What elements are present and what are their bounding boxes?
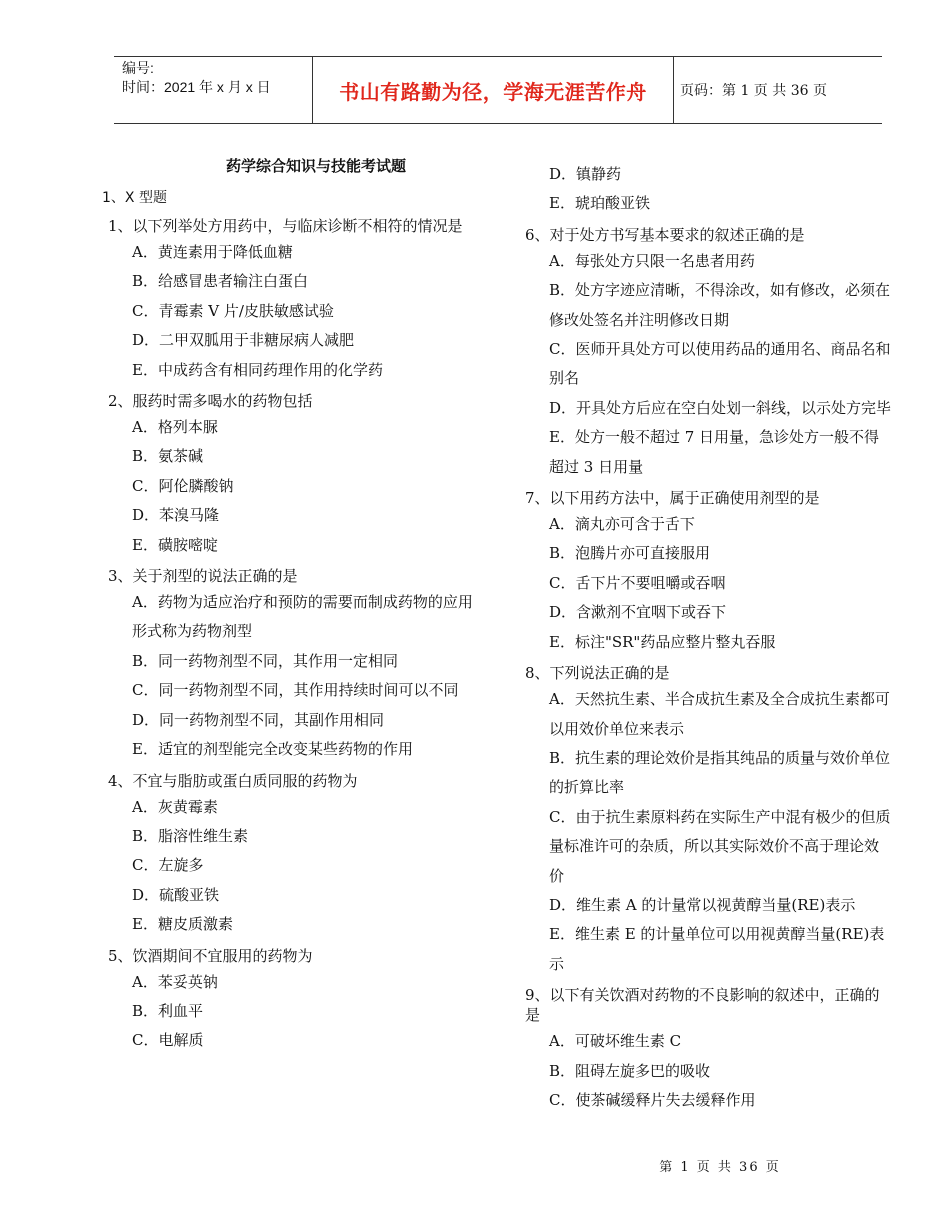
question: 7、以下用药方法中，属于正确使用剂型的是: [525, 489, 820, 508]
answer-option: A．灰黄霉素: [132, 797, 218, 816]
answer-option: D．二甲双胍用于非糖尿病人减肥: [132, 331, 355, 350]
answer-option: C．舌下片不要咀嚼或吞咽: [549, 573, 726, 592]
question: 4、不宜与脂肪或蛋白质同服的药物为: [108, 771, 358, 790]
header-motto: 书山有路勤为径，学海无涯苦作舟: [339, 79, 647, 104]
answer-option: E．标注"SR"药品应整片整丸吞服: [549, 632, 776, 651]
answer-option: B．同一药物剂型不同，其作用一定相同: [132, 651, 399, 670]
answer-option: A．天然抗生素、半合成抗生素及全合成抗生素都可以用效价单位来表示: [549, 690, 890, 738]
page-header: [114, 56, 882, 124]
answer-option: A．可破坏维生素 C: [549, 1032, 682, 1051]
answer-option: C．电解质: [132, 1031, 204, 1050]
answer-option: E．糖皮质激素: [132, 915, 233, 934]
question: 2、服药时需多喝水的药物包括: [108, 392, 313, 411]
answer-option: E．琥珀酸亚铁: [549, 194, 650, 213]
answer-option: E．维生素 E 的计量单位可以用视黄醇当量(RE)表示: [549, 925, 885, 973]
answer-option: B．泡腾片亦可直接服用: [549, 544, 711, 563]
answer-option: B．抗生素的理论效价是指其纯品的质量与效价单位的折算比率: [549, 748, 891, 797]
answer-option: C．由于抗生素原料药在实际生产中混有极少的但质量标准许可的杂质，所以其实际效价不高于理论效价: [549, 807, 891, 885]
answer-option: D．硫酸亚铁: [132, 885, 220, 904]
question: 8、下列说法正确的是: [525, 664, 670, 683]
header-page-info: 页码：第 1 页 共 36 页: [680, 83, 827, 99]
answer-option: E．处方一般不超过 7 日用量，急诊处方一般不得超过 3 日用量: [549, 428, 880, 476]
answer-option: C．阿伦膦酸钠: [132, 476, 234, 495]
answer-option: C．左旋多: [132, 856, 204, 875]
answer-option: D．含漱剂不宜咽下或吞下: [549, 603, 727, 622]
document-time-label: 时间：2021 年 x 月 x 日: [122, 79, 271, 95]
answer-option: B．处方字迹应清晰，不得涂改，如有修改，必须在修改处签名并注明修改日期: [549, 281, 891, 329]
answer-option: E．磺胺嘧啶: [132, 535, 218, 554]
answer-option: D．镇静药: [549, 165, 622, 183]
answer-option: B．氨茶碱: [132, 447, 204, 466]
answer-option: A．黄连素用于降低血糖: [132, 243, 293, 261]
question: 6、对于处方书写基本要求的叙述正确的是: [525, 225, 805, 244]
answer-option: A．滴丸亦可含于舌下: [549, 515, 695, 534]
answer-option: A．苯妥英钠: [132, 972, 218, 991]
question: 1、以下列举处方用药中，与临床诊断不相符的情况是: [108, 217, 463, 235]
answer-option: D．开具处方后应在空白处划一斜线，以示处方完毕: [549, 398, 892, 417]
answer-option: B．阻碍左旋多巴的吸收: [549, 1061, 711, 1080]
header-meta: [114, 57, 312, 123]
answer-option: B．给感冒患者输注白蛋白: [132, 272, 309, 291]
question: 9、以下有关饮酒对药物的不良影响的叙述中，正确的是: [525, 986, 880, 1025]
header-motto-cell: [312, 57, 674, 123]
answer-option: C．使茶碱缓释片失去缓释作用: [549, 1090, 756, 1109]
answer-option: E．中成药含有相同药理作用的化学药: [132, 360, 383, 379]
answer-option: B．利血平: [132, 1001, 204, 1020]
answer-option: B．脂溶性维生素: [132, 826, 249, 845]
answer-option: C．同一药物剂型不同，其作用持续时间可以不同: [132, 681, 459, 700]
document-number-label: 编号:: [122, 60, 154, 76]
answer-option: A．每张处方只限一名患者用药: [549, 251, 755, 270]
document-title: 药学综合知识与技能考试题: [225, 157, 406, 175]
answer-option: C．医师开具处方可以使用药品的通用名、商品名和别名: [549, 340, 891, 388]
answer-option: E．适宜的剂型能完全改变某些药物的作用: [132, 740, 413, 759]
answer-option: D．维生素 A 的计量常以视黄醇当量(RE)表示: [549, 895, 856, 914]
page-footer: 第 1 页 共 36 页: [659, 1160, 781, 1175]
answer-option: C．青霉素 V 片/皮肤敏感试验: [132, 301, 334, 320]
question: 3、关于剂型的说法正确的是: [108, 567, 298, 586]
question: 5、饮酒期间不宜服用的药物为: [108, 946, 313, 965]
answer-option: D．苯溴马隆: [132, 506, 220, 525]
answer-option: A．药物为适应治疗和预防的需要而制成药物的应用形式称为药物剂型: [132, 593, 473, 641]
left-column: [102, 154, 484, 1056]
answer-option: A．格列本脲: [132, 418, 218, 437]
section-heading: 1、X 型题: [102, 190, 167, 206]
right-column: [525, 160, 893, 1115]
answer-option: D．同一药物剂型不同，其副作用相同: [132, 710, 385, 729]
